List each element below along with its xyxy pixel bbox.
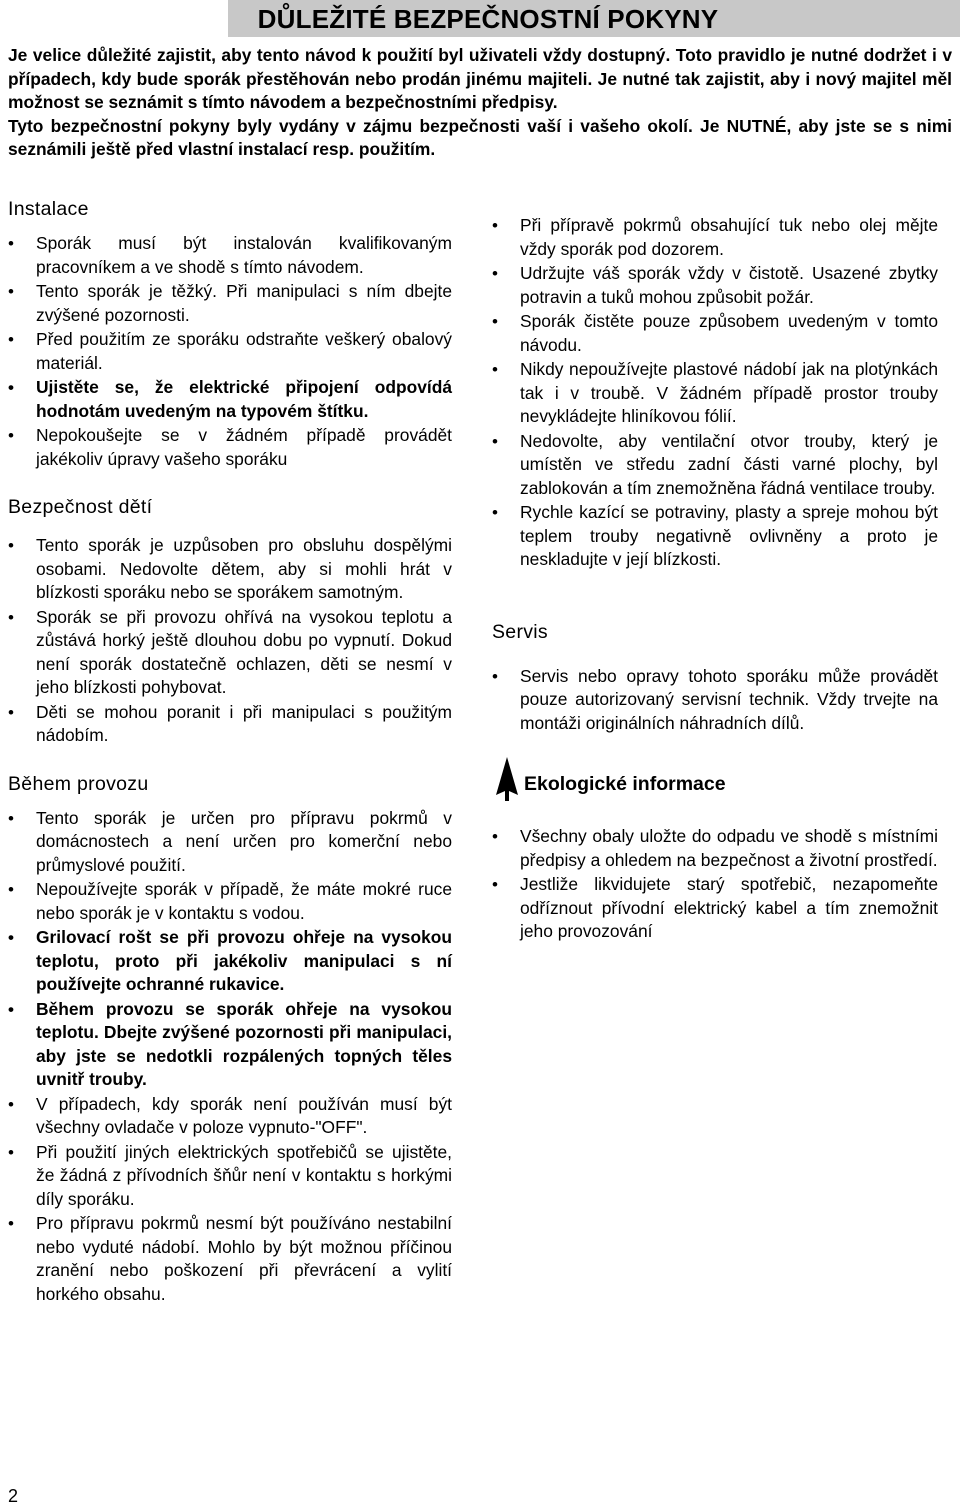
section-heading-deti: Bezpečnost dětí xyxy=(8,496,153,518)
servis-list xyxy=(492,665,938,736)
section-heading-instalace: Instalace xyxy=(8,198,89,220)
section-heading-eko: Ekologické informace xyxy=(524,773,726,795)
list-item: • Pro přípravu pokrmů nesmí být používáno nestabilní nebo vyduté nádobí. Mohlo by být možnou příčinou zranění nebo poškození při převrácení a vylití horkého obsahu. xyxy=(8,1212,452,1306)
list-item: • Při použití jiných elektrických spotřebičů se ujistěte, že žádná z přívodních šňůr není v kontaktu s horkými díly sporáku. xyxy=(8,1141,452,1212)
list-item: • Jestliže likvidujete starý spotřebič, nezapomeňte odříznout přívodní elektrický kabel a tím znemožnit jeho provozování xyxy=(492,873,938,944)
deti-list xyxy=(8,534,452,748)
provoz-list xyxy=(8,807,452,1307)
list-item: • Sporák čistěte pouze způsobem uvedeným v tomto návodu. xyxy=(492,310,938,357)
list-item: • Ujistěte se, že elektrické připojení odpovídá hodnotám uvedeným na typovém štítku. xyxy=(8,376,452,423)
list-item: • Udržujte váš sporák vždy v čistotě. Usazené zbytky potravin a tuků mohou způsobit požár. xyxy=(492,262,938,309)
intro xyxy=(8,44,952,162)
list-item: • V případech, kdy sporák není používán musí být všechny ovladače v poloze vypnuto-"OFF". xyxy=(8,1093,452,1140)
intro-paragraph-2: Tyto bezpečnostní pokyny byly vydány v zájmu bezpečnosti vaší i vašeho okolí. Je NUTNÉ, aby jste se s nimi seznámili ještě před vlastní instalací resp. použitím. xyxy=(8,115,952,160)
list-item: • Rychle kazící se potraviny, plasty a spreje mohou být teplem trouby negativně ovlivněny a proto je neskladujte v její blízkosti. xyxy=(492,501,938,572)
eko-list xyxy=(492,825,938,944)
instalace-list xyxy=(8,232,452,471)
safety-list xyxy=(492,214,938,572)
list-item: • Děti se mohou poranit i při manipulaci s použitým nádobím. xyxy=(8,701,452,748)
page-number: 2 xyxy=(8,1486,19,1506)
page-title: DŮLEŽITÉ BEZPEČNOSTNÍ POKYNY xyxy=(257,4,719,34)
list-item: • Tento sporák je určen pro přípravu pokrmů v domácnostech a není určen pro komerční nebo průmyslové použití. xyxy=(8,807,452,878)
intro-paragraph-1: Je velice důležité zajistit, aby tento návod k použití byl uživateli vždy dostupný. Toto pravidlo je nutné dodržet i v případech, kdy bude sporák přestěhován nebo prodán jinému majiteli. Je nutné tak zajistit, aby i nový majitel měl možnost se seznámit s tímto návodem a bezpečnostními předpisy. xyxy=(8,45,952,113)
list-item: • Všechny obaly uložte do odpadu ve shodě s místními předpisy a ohledem na bezpečnost a životní prostředí. xyxy=(492,825,938,872)
list-item: • Nedovolte, aby ventilační otvor trouby, který je umístěn ve středu zadní části varné plochy, byl zablokován a tím znemožněna řádná ventilace trouby. xyxy=(492,430,938,501)
list-item: • Servis nebo opravy tohoto sporáku může provádět pouze autorizovaný servisní technik. Vždy trvejte na montáži originálních náhradních dílů. xyxy=(492,665,938,736)
eco-heading-row xyxy=(492,757,938,801)
section-heading-servis: Servis xyxy=(492,620,548,643)
tree-icon xyxy=(494,757,520,801)
section-heading-provoz: Během provozu xyxy=(8,772,149,795)
list-item: • Grilovací rošt se při provozu ohřeje na vysokou teplotu, proto při jakékoliv manipulaci s ní používejte ochranné rukavice. xyxy=(8,926,452,997)
list-item: • Sporák se při provozu ohřívá na vysokou teplotu a zůstává horký ještě dlouhou dobu po vypnutí. Dokud není sporák dostatečně ochlazen, děti se nesmí v jeho blízkosti pohybovat. xyxy=(8,606,452,700)
list-item: • Nikdy nepoužívejte plastové nádobí jak na plotýnkách tak i v troubě. V žádném případě prostor trouby nevykládejte hliníkovou fólií. xyxy=(492,358,938,429)
list-item: • Při přípravě pokrmů obsahující tuk nebo olej mějte vždy sporák pod dozorem. xyxy=(492,214,938,261)
list-item: • Sporák musí být instalován kvalifikovaným pracovníkem a ve shodě s tímto návodem. xyxy=(8,232,452,279)
list-item: • Během provozu se sporák ohřeje na vysokou teplotu. Dbejte zvýšené pozornosti při manipulaci, aby jste se nedotkli rozpálených topných těles uvnitř trouby. xyxy=(8,998,452,1092)
list-item: • Nepoužívejte sporák v případě, že máte mokré ruce nebo sporák je v kontaktu s vodou. xyxy=(8,878,452,925)
list-item: • Tento sporák je uzpůsoben pro obsluhu dospělými osobami. Nedovolte dětem, aby si mohli hrát v blízkosti sporáku nebo se sporákem samotným. xyxy=(8,534,452,605)
left-column xyxy=(8,196,452,1307)
list-item: • Tento sporák je těžký. Při manipulaci s ním dbejte zvýšené pozornosti. xyxy=(8,280,452,327)
right-column xyxy=(492,214,938,945)
list-item: • Nepokoušejte se v žádném případě provádět jakékoliv úpravy vašeho sporáku xyxy=(8,424,452,471)
list-item: • Před použitím ze sporáku odstraňte veškerý obalový materiál. xyxy=(8,328,452,375)
